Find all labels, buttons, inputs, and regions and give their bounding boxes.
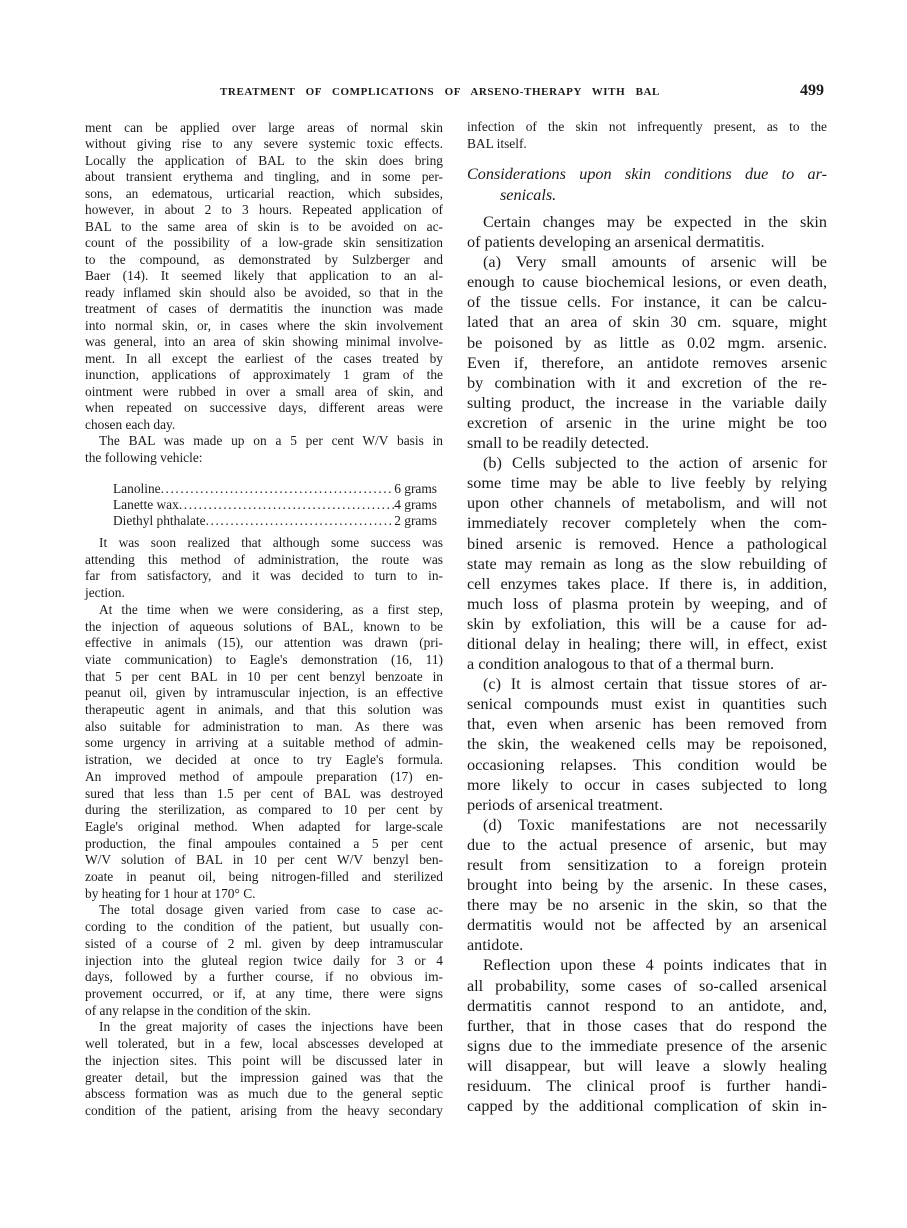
- dot-leader: [161, 481, 395, 497]
- text-line: capped by the additional complication of skin in-: [467, 1097, 827, 1116]
- text-line: cording to the condition of the patient, but usually con-: [85, 919, 443, 935]
- text-line: the skin, the weakened cells may be repoisoned,: [467, 735, 827, 754]
- text-line: ment. In all except the earliest of the cases treated by: [85, 350, 443, 366]
- text-line: the following vehicle:: [85, 449, 203, 465]
- text-line: that, even when arsenic has been removed from: [467, 715, 827, 734]
- text-line: abscess formation was as much due to the general septic: [85, 1086, 443, 1102]
- text-line: occasioning relapses. This condition would be: [467, 755, 827, 774]
- text-line: that 5 per cent BAL in 10 per cent benzyl benzoate in: [85, 668, 443, 684]
- text-line: Considerations upon skin conditions due to ar-: [467, 165, 827, 183]
- text-line: enough to cause biochemical lesions, or even death,: [467, 273, 827, 292]
- text-line: ready inflamed skin should also be avoided, so that in the: [85, 284, 443, 300]
- text-line: attending this method of administration, the route was: [85, 551, 443, 567]
- text-line: also suitable for administration to man. As there was: [85, 718, 443, 734]
- text-line: a condition analogous to that of a thermal burn.: [467, 655, 775, 674]
- text-line: ditional delay in healing; there will, in effect, exist: [467, 634, 827, 653]
- text-line: In the great majority of cases the injections have been: [99, 1019, 443, 1035]
- text-line: was general, into an area of skin showing minimal involve-: [85, 334, 443, 349]
- text-line: condition of the patient, arising from the heavy secondary: [85, 1102, 443, 1118]
- text-line: when repeated on successive days, different areas were: [85, 400, 443, 415]
- text-line: signs due to the immediate presence of the arsenic: [467, 1036, 827, 1055]
- ingredient-amount: 6 grams: [394, 481, 437, 496]
- paragraph: [467, 815, 827, 956]
- text-line: will disappear, but will leave a slowly healing: [467, 1056, 827, 1075]
- ingredient-amount: 4 grams: [394, 497, 437, 512]
- text-line: upon other channels of metabolism, and will not: [467, 494, 827, 513]
- text-line: It was soon realized that although some success was: [99, 535, 443, 550]
- text-line: W/V solution of BAL in 10 per cent W/V benzyl ben-: [85, 852, 443, 868]
- text-line: sulting product, the increase in the variable daily: [467, 393, 827, 412]
- running-title: TREATMENT OF COMPLICATIONS OF ARSENO-THERAPY WITH BAL: [220, 86, 660, 98]
- text-line: effective in animals (15), our attention was drawn (pri-: [85, 635, 443, 651]
- text-line: greater detail, but the impression gained was that the: [85, 1069, 443, 1085]
- text-line: The total dosage given varied from case to case ac-: [99, 902, 443, 918]
- text-line: Certain changes may be expected in the skin: [483, 213, 827, 231]
- text-line: some urgency in arriving at a suitable method of admin-: [85, 735, 443, 751]
- paragraph: [85, 433, 443, 466]
- text-line: production, the final ampoules contained a 5 per cent: [85, 835, 443, 851]
- text-line: of the tissue cells. For instance, it can be calcu-: [467, 293, 827, 312]
- text-line: all probability, some cases of so-called arsenical: [467, 976, 827, 995]
- text-line: the injection sites. This point will be discussed later in: [85, 1052, 443, 1068]
- text-line: (d) Toxic manifestations are not necessarily: [483, 815, 827, 834]
- text-line: due to the actual presence of arsenic, but may: [467, 835, 827, 854]
- text-line: more likely to occur in cases subjected to long: [467, 775, 827, 794]
- section-heading: [467, 164, 827, 206]
- text-line: the injection of aqueous solutions of BAL, known to be: [85, 618, 443, 634]
- paragraph: [467, 453, 827, 674]
- paragraph: [85, 902, 443, 1019]
- text-line: dermatitis cannot respond to an antidote, and,: [467, 996, 827, 1015]
- text-line: ment can be applied over large areas of normal skin: [85, 119, 443, 135]
- text-line: Even if, therefore, an antidote removes arsenic: [467, 353, 827, 372]
- text-line: further, that in those cases that do respond the: [467, 1016, 827, 1035]
- text-line: viate communication) to Eagle's demonstration (16, 11): [85, 651, 443, 667]
- text-line: treatment of cases of dermatitis the inunction was made: [85, 301, 443, 316]
- text-line: inunction, applications of approximately 1 gram of the: [85, 367, 443, 382]
- dot-leader: [206, 513, 395, 529]
- text-line: residuum. The clinical proof is further handi-: [467, 1077, 827, 1096]
- paragraph: [85, 602, 443, 903]
- text-line: however, in about 2 to 3 hours. Repeated application of: [85, 202, 443, 217]
- text-line: chosen each day.: [85, 416, 176, 432]
- text-line: infection of the skin not infrequently present, as to the: [467, 119, 827, 134]
- text-line: days, followed by a further course, if no obvious im-: [85, 969, 443, 985]
- text-line: zoate in peanut oil, being nitrogen-filled and sterilized: [85, 869, 443, 885]
- text-line: periods of arsenical treatment.: [467, 795, 663, 814]
- paragraph: [85, 1019, 443, 1119]
- paragraph: [467, 118, 827, 152]
- text-line: count of the possibility of a low-grade skin sensitization: [85, 235, 443, 250]
- paragraph: [467, 212, 827, 252]
- ingredient-name: Diethyl phthalate: [113, 513, 206, 528]
- text-line: ointment were rubbed in over a small area of skin, and: [85, 383, 443, 399]
- vehicle-list-item: [85, 481, 443, 497]
- text-line: small to be readily detected.: [467, 434, 650, 453]
- text-line: An improved method of ampoule preparation (17) en-: [85, 768, 443, 784]
- paragraph: [85, 535, 443, 602]
- ingredient-name: Lanoline: [113, 481, 161, 496]
- vehicle-list-item: [85, 513, 443, 529]
- text-line: cell enzymes takes place. If there is, in addition,: [467, 574, 827, 593]
- text-line: far from satisfactory, and it was decided to turn to in-: [85, 568, 443, 584]
- text-line: skin by exfoliation, this will be a cause for ad-: [467, 614, 827, 633]
- text-line: bined arsenic is removed. Hence a pathological: [467, 534, 827, 553]
- text-line: excretion of arsenic in the urine might be too: [467, 413, 827, 432]
- text-line: during the sterilization, as compared to 10 per cent by: [85, 802, 443, 818]
- text-line: by combination with it and excretion of the re-: [467, 373, 827, 392]
- paragraph: [467, 955, 827, 1116]
- text-line: provement occurred, or if, at any time, there were signs: [85, 985, 443, 1001]
- text-line: lated that an area of skin 30 cm. square, might: [467, 313, 827, 332]
- page-number: 499: [800, 82, 824, 99]
- text-line: Reflection upon these 4 points indicates that in: [483, 956, 827, 975]
- ingredient-amount: 2 grams: [394, 513, 437, 528]
- paragraph: [467, 252, 827, 453]
- text-line: At the time when we were considering, as a first step,: [99, 601, 443, 617]
- text-line: sured that less than 1.5 per cent of BAL was destroyed: [85, 785, 443, 801]
- text-line: injection into the gluteal region twice daily for 3 or 4: [85, 952, 443, 968]
- text-line: into normal skin, or, in cases where the skin involvement: [85, 317, 443, 333]
- paragraph: [85, 120, 443, 434]
- text-line: Eagle's original method. When adapted for large-scale: [85, 818, 443, 834]
- text-line: some time may be able to live feebly by relying: [467, 474, 827, 493]
- vehicle-list-item: [85, 497, 443, 513]
- right-column-body: [467, 212, 827, 1116]
- vehicle-list: [85, 481, 443, 529]
- text-line: peanut oil, given by intramuscular injection, is an effective: [85, 685, 443, 701]
- text-line: immediately recover completely when the com-: [467, 514, 827, 533]
- text-line: senicals.: [500, 186, 557, 204]
- text-line: well tolerated, but in a few, local abscesses developed at: [85, 1036, 443, 1052]
- text-line: Locally the application of BAL to the skin does bring: [85, 152, 443, 168]
- text-line: BAL to the same area of skin is to be avoided on ac-: [85, 218, 443, 234]
- text-line: be poisoned by as little as 0.02 mgm. arsenic.: [467, 333, 827, 352]
- text-line: senical compounds must exist in quantities such: [467, 695, 827, 714]
- text-line: to the compound, as demonstrated by Sulzberger and: [85, 251, 443, 267]
- text-line: by heating for 1 hour at 170° C.: [85, 885, 256, 901]
- text-line: (c) It is almost certain that tissue stores of ar-: [483, 675, 827, 694]
- paragraph: [467, 674, 827, 815]
- ingredient-name: Lanette wax: [113, 497, 179, 512]
- text-line: jection.: [85, 585, 125, 601]
- text-line: istration, we decided at once to try Eagle's formula.: [85, 752, 443, 768]
- text-line: of patients developing an arsenical dermatitis.: [467, 233, 765, 252]
- text-line: dermatitis would not be affected by an arsenical: [467, 916, 827, 935]
- text-line: result from sensitization to a foreign protein: [467, 856, 827, 874]
- text-line: therapeutic agent in animals, and that this solution was: [85, 702, 443, 718]
- text-line: The BAL was made up on a 5 per cent W/V basis in: [99, 433, 443, 448]
- left-column-body: [85, 535, 443, 1120]
- text-line: Baer (14). It seemed likely that application to an al-: [85, 268, 443, 283]
- text-line: sons, an edematous, urticarial reaction, which subsides,: [85, 185, 443, 201]
- paragraph: [467, 164, 827, 206]
- text-line: antidote.: [467, 936, 524, 955]
- text-line: of any relapse in the condition of the skin.: [85, 1002, 311, 1018]
- text-line: without giving rise to any severe systemic toxic effects.: [85, 136, 443, 151]
- right-column-continuation: [467, 118, 827, 152]
- dot-leader: [179, 497, 394, 513]
- text-line: brought into being by the arsenic. In these cases,: [467, 876, 827, 895]
- text-line: state may remain as long as the slow rebuilding of: [467, 554, 827, 573]
- text-line: sisted of a course of 2 ml. given by deep intramuscular: [85, 935, 443, 951]
- text-line: (a) Very small amounts of arsenic will be: [483, 253, 827, 272]
- text-line: there may be no arsenic in the skin, so that the: [467, 896, 827, 915]
- text-line: (b) Cells subjected to the action of arsenic for: [483, 454, 827, 473]
- text-line: BAL itself.: [467, 136, 527, 151]
- left-column-intro: [85, 120, 443, 467]
- text-line: about transient erythema and tingling, and in some per-: [85, 169, 443, 184]
- text-line: much loss of plasma protein by weeping, and of: [467, 594, 827, 613]
